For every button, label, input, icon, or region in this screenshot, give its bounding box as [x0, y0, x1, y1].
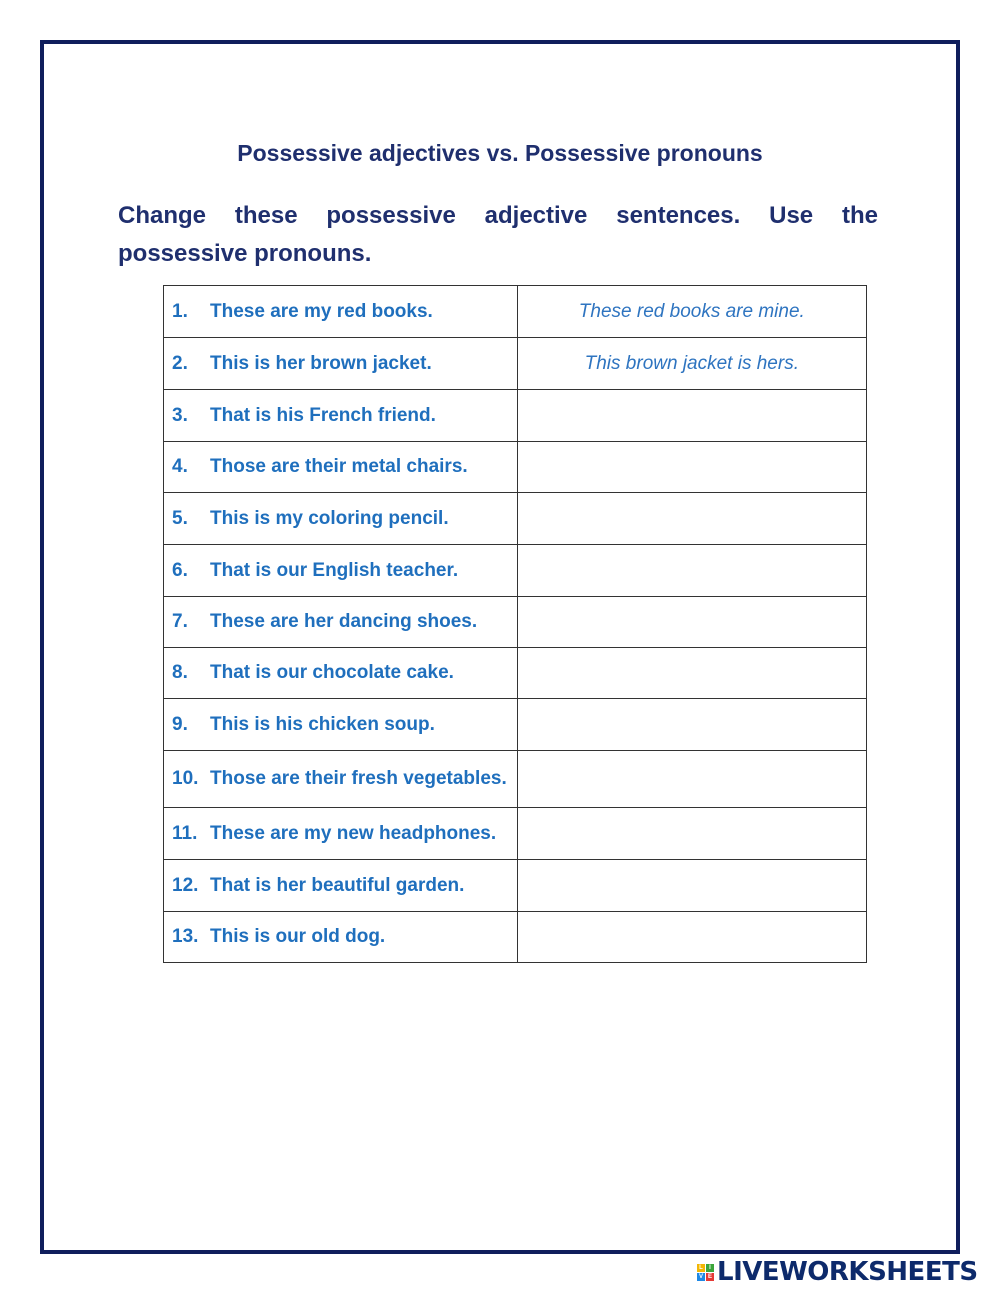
question-text: That is our chocolate cake. — [210, 662, 454, 683]
question-text: That is our English teacher. — [210, 559, 459, 581]
answer-field[interactable] — [517, 808, 866, 860]
answer-field[interactable]: These red books are mine. — [517, 286, 866, 338]
question-number: 7. — [172, 611, 188, 632]
table-row — [164, 442, 867, 493]
question-text: Those are their metal chairs. — [210, 456, 468, 477]
question-text: This is my coloring pencil. — [210, 507, 449, 529]
question-text: This is our old dog. — [210, 926, 386, 947]
question-number: 3. — [172, 404, 188, 426]
answer-field[interactable] — [517, 751, 866, 808]
table-row — [164, 338, 867, 390]
question-cell — [164, 808, 518, 860]
table-row — [164, 493, 867, 545]
table-row — [164, 545, 867, 597]
worksheet-title: Possessive adjectives vs. Possessive pronouns — [237, 140, 763, 166]
question-number: 1. — [172, 300, 188, 322]
question-cell — [164, 338, 518, 390]
table-row — [164, 648, 867, 699]
question-number: 5. — [172, 507, 188, 529]
question-text: That is his French friend. — [210, 404, 436, 426]
question-cell — [164, 493, 518, 545]
question-cell — [164, 390, 518, 442]
question-number: 11. — [172, 822, 198, 844]
answer-field[interactable] — [517, 699, 866, 751]
question-text: This is her brown jacket. — [210, 352, 432, 374]
answer-field[interactable] — [517, 442, 866, 493]
question-text: That is her beautiful garden. — [210, 874, 465, 896]
question-cell — [164, 286, 518, 338]
answer-field[interactable] — [517, 390, 866, 442]
question-cell — [164, 860, 518, 912]
question-cell — [164, 648, 518, 699]
logo-text: LIVEWORKSHEETS — [717, 1257, 978, 1287]
question-cell — [164, 545, 518, 597]
question-number: 13. — [172, 926, 199, 947]
question-cell — [164, 699, 518, 751]
answer-field[interactable] — [517, 860, 866, 912]
question-number: 9. — [172, 713, 188, 735]
question-text: These are her dancing shoes. — [210, 611, 478, 632]
question-text: This is his chicken soup. — [210, 713, 435, 735]
table-row — [164, 597, 867, 648]
question-number: 6. — [172, 559, 188, 581]
question-number: 4. — [172, 456, 188, 477]
answer-field[interactable] — [517, 545, 866, 597]
question-text: These are my new headphones. — [210, 822, 497, 844]
question-cell — [164, 912, 518, 963]
question-number: 2. — [172, 352, 188, 374]
answer-field[interactable] — [517, 912, 866, 963]
answer-field[interactable] — [517, 597, 866, 648]
instructions: Change these possessive adjective sentences. Use the possessive pronouns. — [118, 202, 878, 267]
logo-letter-e: E — [707, 1273, 712, 1280]
exercise-table — [163, 285, 867, 963]
question-number: 12. — [172, 874, 199, 896]
answer-field[interactable] — [517, 493, 866, 545]
question-number: 8. — [172, 662, 188, 683]
table-row — [164, 390, 867, 442]
table-row — [164, 286, 867, 338]
table-row — [164, 860, 867, 912]
table-row — [164, 751, 867, 808]
question-text: These are my red books. — [210, 300, 433, 322]
question-cell — [164, 597, 518, 648]
question-cell — [164, 442, 518, 493]
table-row — [164, 699, 867, 751]
logo-letter-v: V — [698, 1273, 703, 1280]
question-text: Those are their fresh vegetables. — [210, 768, 507, 789]
question-number: 10. — [172, 768, 199, 789]
table-row — [164, 912, 867, 963]
logo-grid-icon — [697, 1264, 714, 1281]
answer-field[interactable]: This brown jacket is hers. — [517, 338, 866, 390]
liveworksheets-logo — [697, 1257, 978, 1287]
logo-letter-l: L — [697, 1264, 705, 1272]
table-row — [164, 808, 867, 860]
answer-field[interactable] — [517, 648, 866, 699]
logo-letter-i: I — [706, 1264, 714, 1272]
question-cell — [164, 751, 518, 808]
